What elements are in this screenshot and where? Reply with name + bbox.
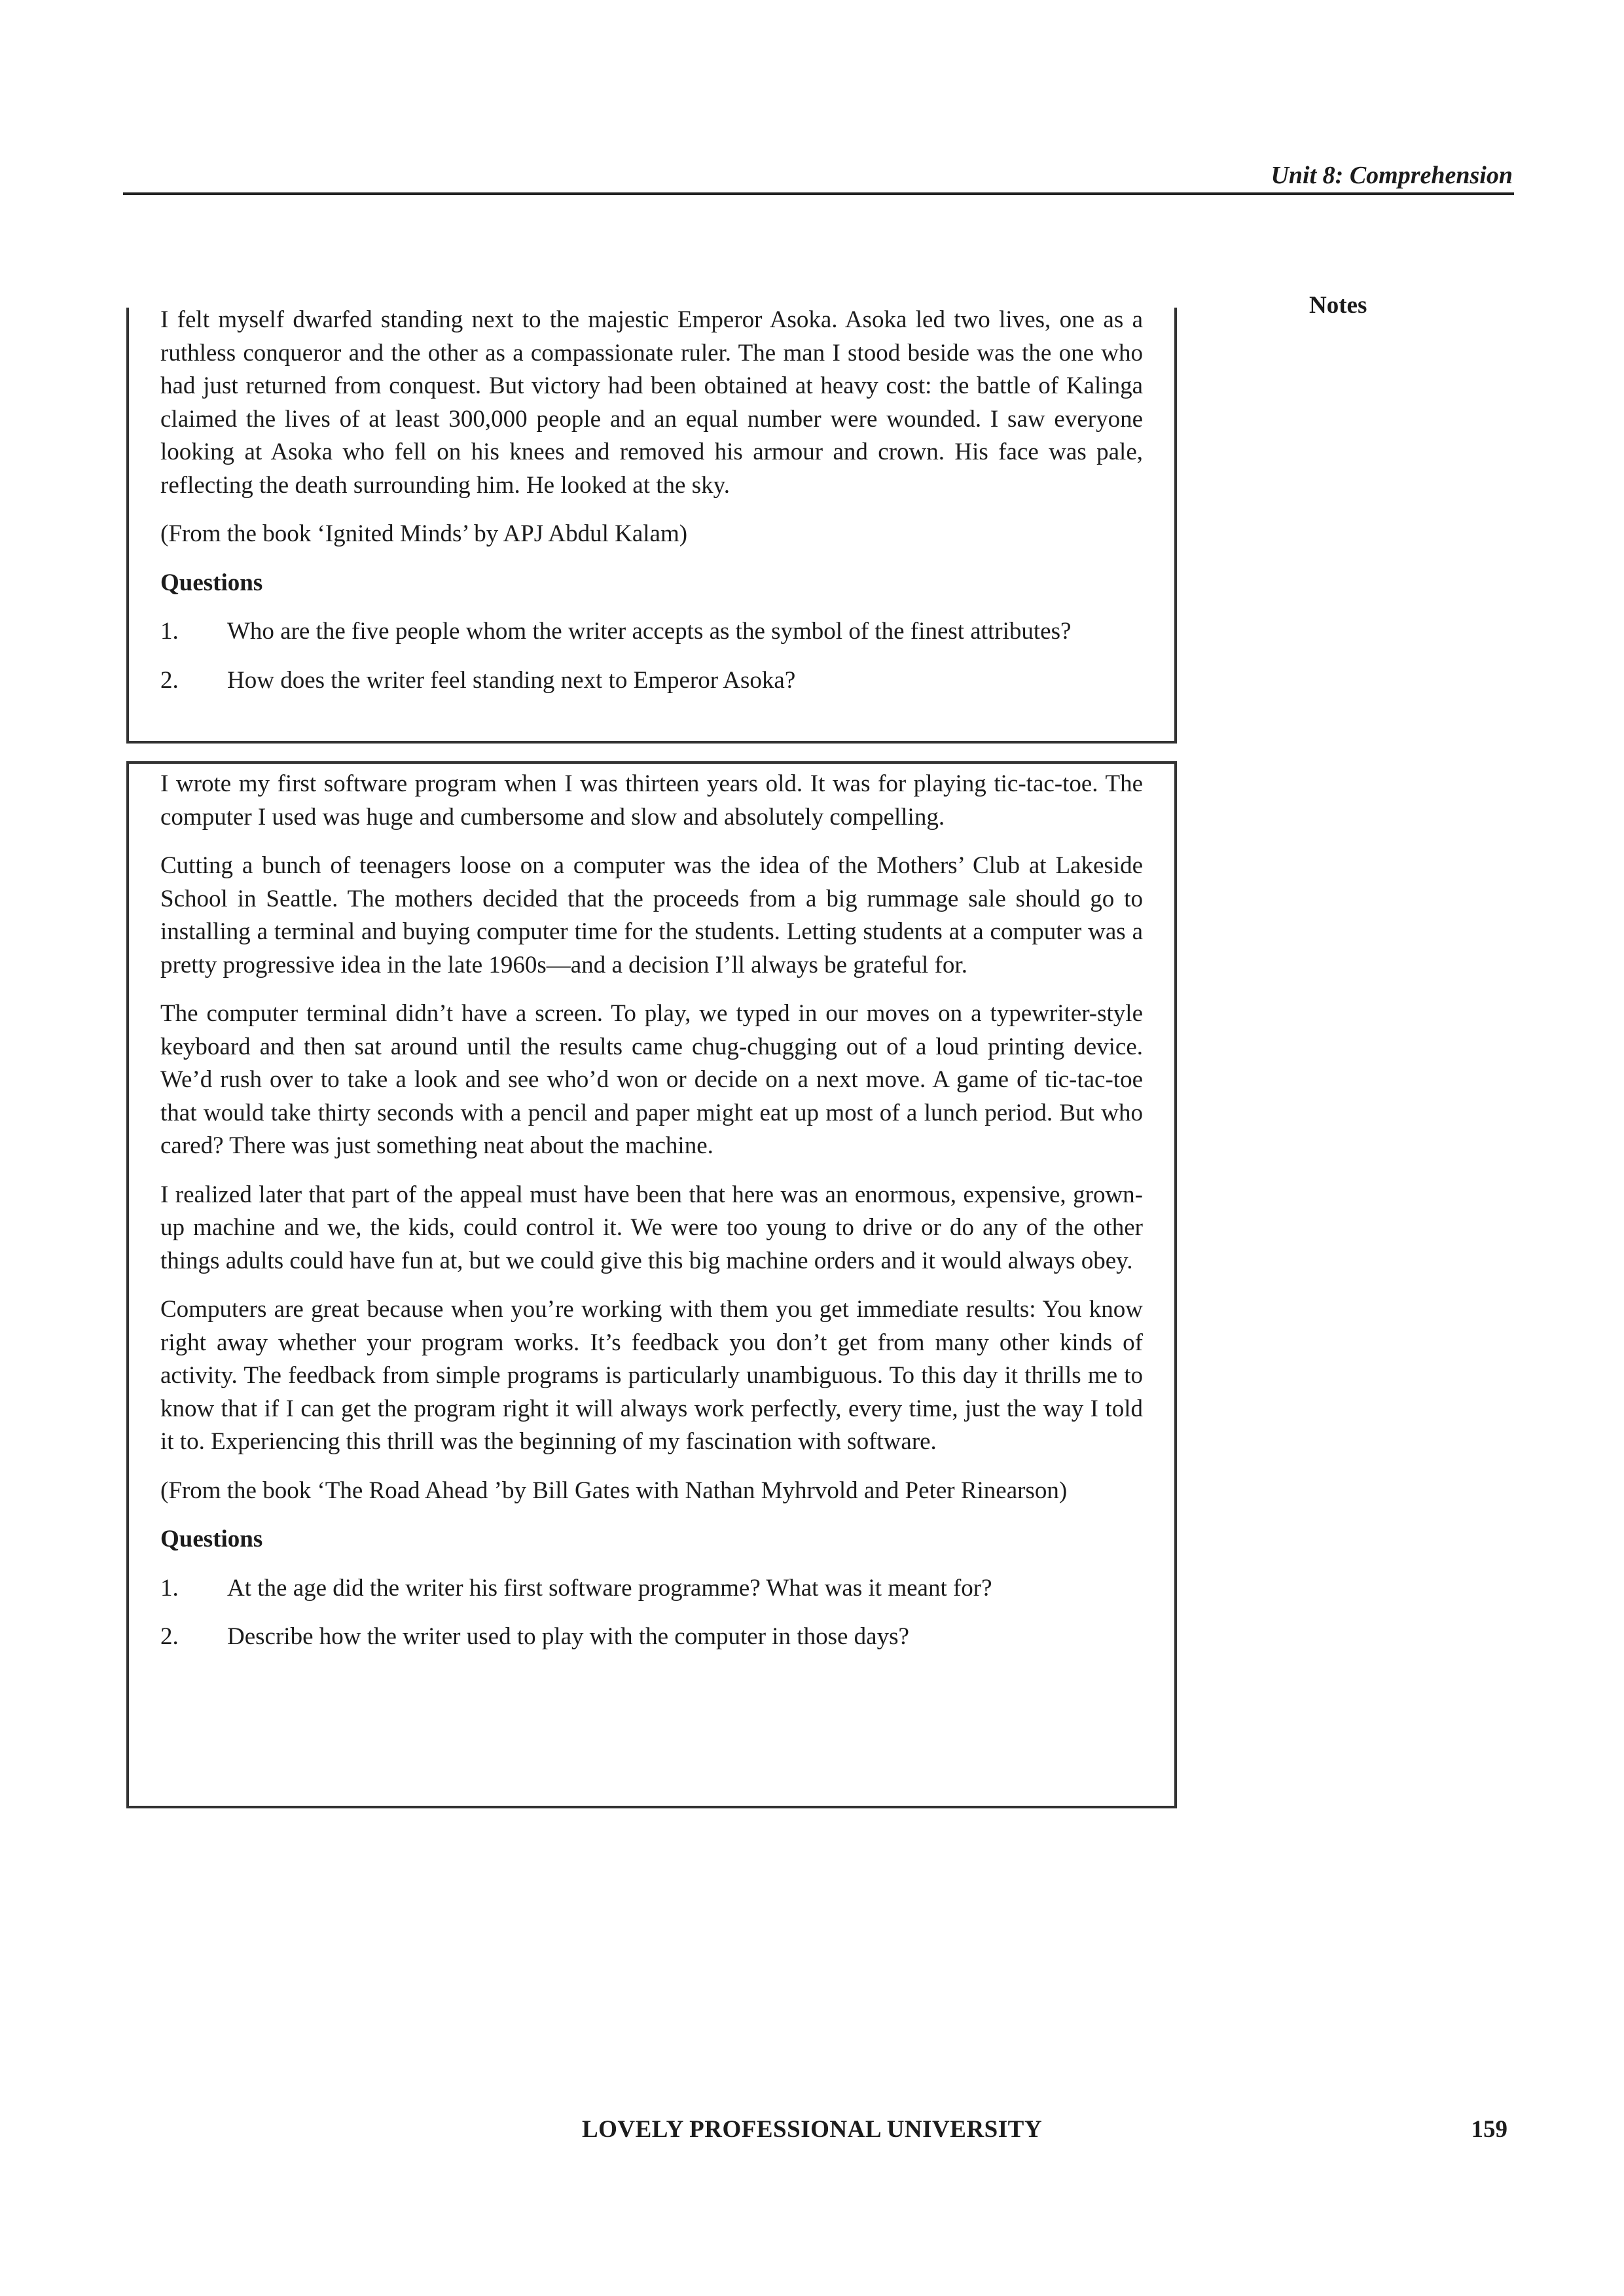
question-number: 2. xyxy=(160,1623,179,1650)
passage-paragraph: Computers are great because when you’re working with them you get immediate results: You know right away whether your program works. It’s feedback you don’t get from many other kinds of activity. The feedback from simple programs is particularly unambiguous. To this day it thrills me to know that if I can get the program right it will always work perfectly, every time, just the way I told it to. Experiencing this thrill was the beginning of my fascination with software. xyxy=(160,1296,1143,1455)
passage-paragraph: Cutting a bunch of teenagers loose on a computer was the idea of the Mothers’ Club at Lakeside School in Seattle. The mothers decided that the proceeds from a big rummage sale should go to installing a terminal and buying computer time for the students. Letting students at a computer was a pretty progressive idea in the late 1960s—and a decision I’ll always be grateful for. xyxy=(160,852,1143,978)
passage-paragraph: I wrote my first software program when I was thirteen years old. It was for playing tic-tac-toe. The computer I used was huge and cumbersome and slow and absolutely compelling. xyxy=(160,770,1143,831)
passage-box-road-ahead xyxy=(126,761,1177,1808)
passage-paragraph: I felt myself dwarfed standing next to the majestic Emperor Asoka. Asoka led two lives, one as a ruthless conqueror and the other as a compassionate ruler. The man I stood beside was the one who had just returned from conquest. But victory had been obtained at heavy cost: the battle of Kalinga claimed the lives of at least 300,000 people and an equal number were wounded. I saw everyone looking at Asoka who fell on his knees and removed his armour and crown. His face was pale, reflecting the death surrounding him. He looked at the sky. xyxy=(160,306,1143,499)
header-rule xyxy=(123,192,1514,195)
question-text: Describe how the writer used to play with the computer in those days? xyxy=(227,1623,909,1650)
question-item xyxy=(160,664,1143,698)
passage-paragraph: The computer terminal didn’t have a screen. To play, we typed in our moves on a typewriter-style keyboard and then sat around until the results came chug-chugging out of a loud printing device. We’d rush over to take a look and see who’d won or decide on a next move. A game of tic-tac-toe that would take thirty seconds with a pencil and paper might eat up most of a lunch period. But who cared? There was just something neat about the machine. xyxy=(160,1000,1143,1159)
passage-source: (From the book ‘The Road Ahead ’by Bill Gates with Nathan Myhrvold and Peter Rinearson) xyxy=(160,1477,1068,1504)
questions-list xyxy=(160,615,1143,697)
question-text: At the age did the writer his first software programme? What was it meant for? xyxy=(227,1574,992,1602)
passage-source: (From the book ‘Ignited Minds’ by APJ Abdul Kalam) xyxy=(160,520,688,547)
page-number: 159 xyxy=(1471,2116,1507,2143)
passage-paragraph: I realized later that part of the appeal must have been that here was an enormous, expensive, grown-up machine and we, the kids, could control it. We were too young to drive or do any of the other things adults could have fun at, but we could give this big machine orders and it would always obey. xyxy=(160,1181,1143,1274)
footer-university: LOVELY PROFESSIONAL UNIVERSITY xyxy=(581,2116,1043,2143)
question-number: 1. xyxy=(160,1574,179,1602)
questions-heading: Questions xyxy=(160,1526,263,1552)
running-head: Unit 8: Comprehension xyxy=(1271,162,1513,189)
question-text: How does the writer feel standing next to Emperor Asoka? xyxy=(227,666,796,694)
question-item xyxy=(160,1621,1143,1654)
question-item xyxy=(160,1572,1143,1605)
notes-margin-label: Notes xyxy=(1309,292,1367,319)
question-number: 1. xyxy=(160,618,179,645)
passage-box-asoka xyxy=(126,308,1177,744)
question-number: 2. xyxy=(160,666,179,694)
questions-heading: Questions xyxy=(160,569,263,596)
question-item xyxy=(160,615,1143,649)
question-text: Who are the five people whom the writer accepts as the symbol of the finest attributes? xyxy=(227,618,1072,645)
questions-list xyxy=(160,1572,1143,1654)
